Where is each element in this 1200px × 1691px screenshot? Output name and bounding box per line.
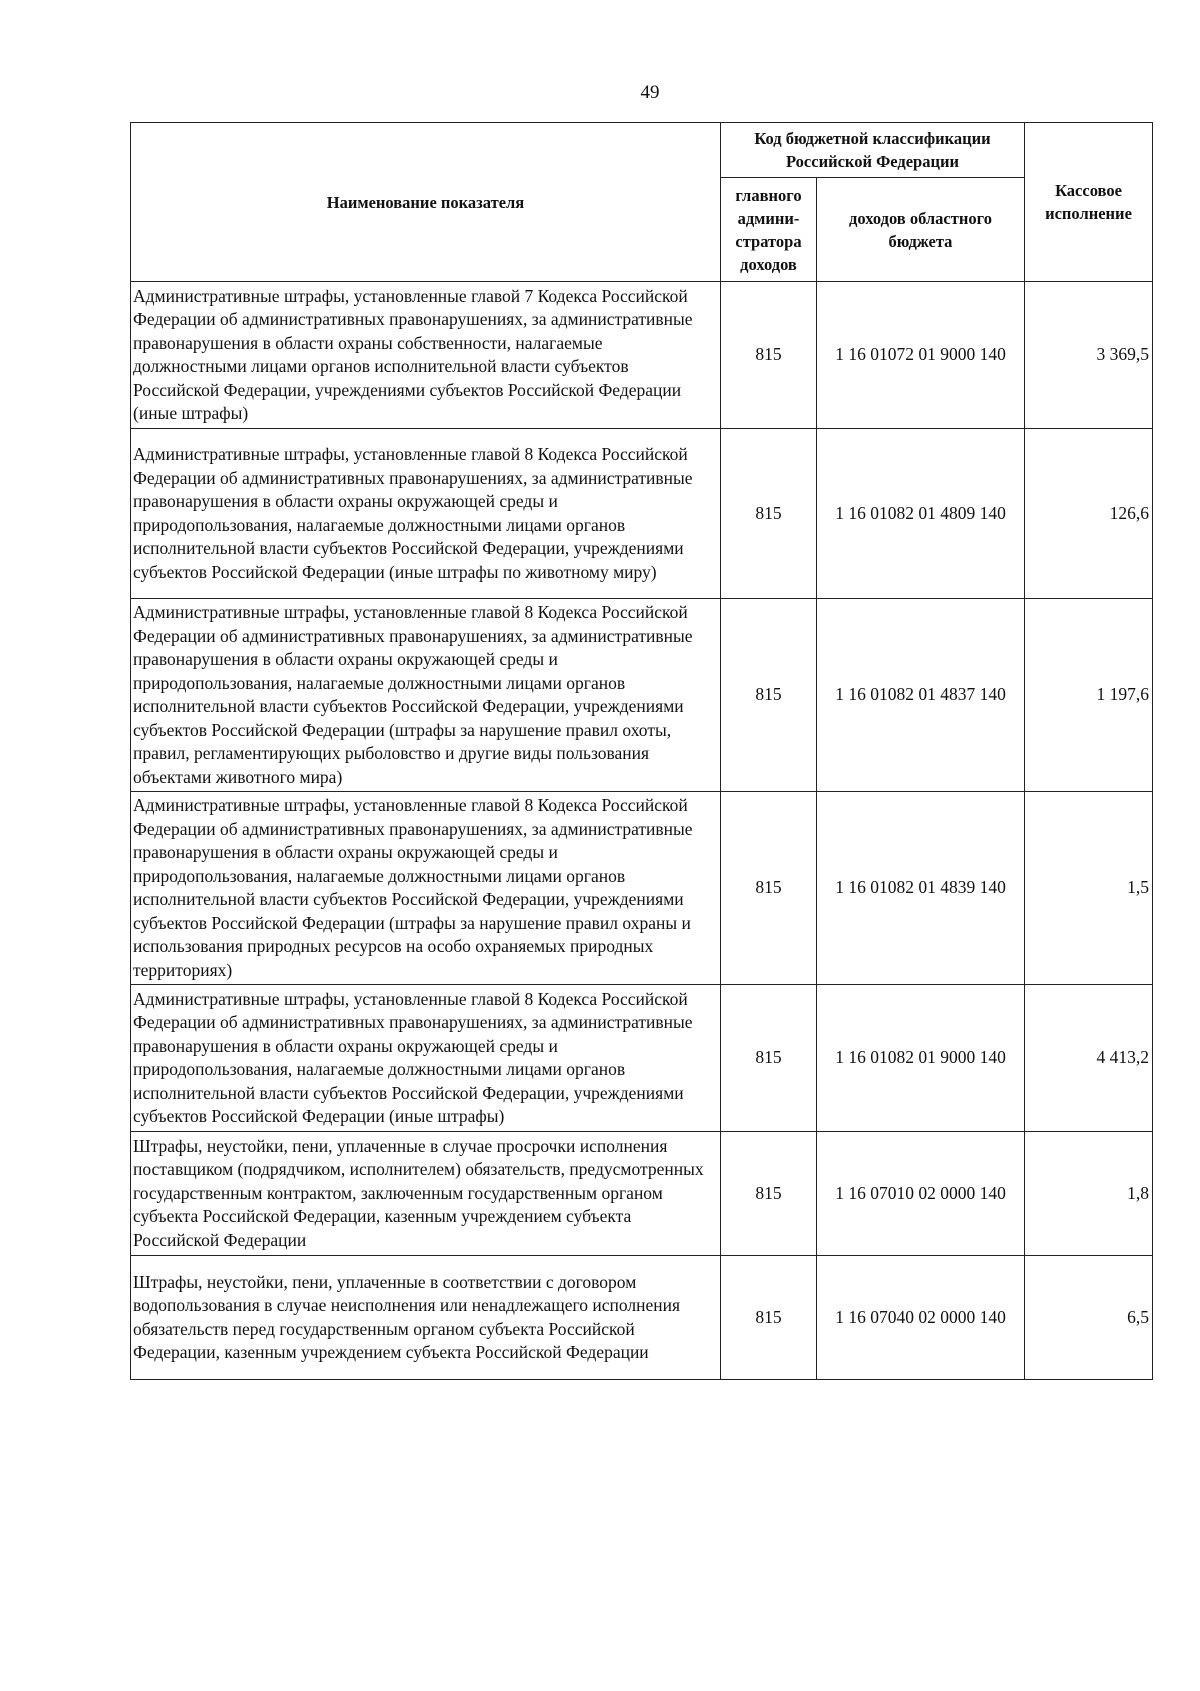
row-administrator-code: 815 (721, 1132, 817, 1256)
row-income-code: 1 16 01082 01 4837 140 (817, 599, 1025, 792)
row-amount: 4 413,2 (1025, 985, 1153, 1132)
row-amount: 6,5 (1025, 1256, 1153, 1380)
row-indicator-name: Штрафы, неустойки, пени, уплаченные в случае просрочки исполнения поставщиком (подрядчиком, исполнителем) обязательств, предусмотренных государственным контрактом, заключенным государственным органом субъекта Российской Федерации, казенным учреждением субъекта Российской Федерации (131, 1132, 721, 1256)
row-amount: 1,8 (1025, 1132, 1153, 1256)
row-indicator-name: Административные штрафы, установленные главой 8 Кодекса Российской Федерации об административных правонарушениях, за административные правонарушения в области охраны окружающей среды и природопользования, налагаемые должностными лицами органов исполнительной власти субъектов Российской Федерации, учреждениями субъектов Российской Федерации (штрафы за нарушение правил охраны и использования природных ресурсов на особо охраняемых природных территориях) (131, 792, 721, 985)
header-regional-budget-income: доходов областного бюджета (817, 178, 1025, 282)
table-row (131, 429, 1153, 599)
row-administrator-code: 815 (721, 1256, 817, 1380)
header-cash-execution: Кассовое исполнение (1025, 123, 1153, 282)
row-indicator-name: Административные штрафы, установленные главой 8 Кодекса Российской Федерации об административных правонарушениях, за административные правонарушения в области охраны окружающей среды и природопользования, налагаемые должностными лицами органов исполнительной власти субъектов Российской Федерации, учреждениями субъектов Российской Федерации (иные штрафы) (131, 985, 721, 1132)
row-amount: 1,5 (1025, 792, 1153, 985)
row-income-code: 1 16 01082 01 4839 140 (817, 792, 1025, 985)
budget-table (130, 122, 1153, 1380)
row-administrator-code: 815 (721, 429, 817, 599)
header-chief-administrator: главного админи-стратора доходов (721, 178, 817, 282)
table-row (131, 599, 1153, 792)
row-indicator-name: Штрафы, неустойки, пени, уплаченные в соответствии с договором водопользования в случае неисполнения или ненадлежащего исполнения обязательств перед государственным органом субъекта Российской Федерации, казенным учреждением субъекта Российской Федерации (131, 1256, 721, 1380)
row-administrator-code: 815 (721, 985, 817, 1132)
row-administrator-code: 815 (721, 792, 817, 985)
header-indicator-name: Наименование показателя (131, 123, 721, 282)
table-row (131, 1132, 1153, 1256)
row-income-code: 1 16 01082 01 4809 140 (817, 429, 1025, 599)
row-amount: 1 197,6 (1025, 599, 1153, 792)
row-amount: 3 369,5 (1025, 282, 1153, 429)
row-income-code: 1 16 01072 01 9000 140 (817, 282, 1025, 429)
row-amount: 126,6 (1025, 429, 1153, 599)
row-income-code: 1 16 07040 02 0000 140 (817, 1256, 1025, 1380)
row-income-code: 1 16 01082 01 9000 140 (817, 985, 1025, 1132)
header-budget-classification-code: Код бюджетной классификации Российской Федерации (721, 123, 1025, 178)
table-row (131, 1256, 1153, 1380)
row-indicator-name: Административные штрафы, установленные главой 8 Кодекса Российской Федерации об административных правонарушениях, за административные правонарушения в области охраны окружающей среды и природопользования, налагаемые должностными лицами органов исполнительной власти субъектов Российской Федерации, учреждениями субъектов Российской Федерации (штрафы за нарушение правил охоты, правил, регламентирующих рыболовство и другие виды пользования объектами животного мира) (131, 599, 721, 792)
row-income-code: 1 16 07010 02 0000 140 (817, 1132, 1025, 1256)
table-row (131, 282, 1153, 429)
row-indicator-name: Административные штрафы, установленные главой 7 Кодекса Российской Федерации об административных правонарушениях, за административные правонарушения в области охраны собственности, налагаемые должностными лицами органов исполнительной власти субъектов Российской Федерации, учреждениями субъектов Российской Федерации (иные штрафы) (131, 282, 721, 429)
row-administrator-code: 815 (721, 282, 817, 429)
page-number: 49 (640, 82, 660, 103)
table-row (131, 985, 1153, 1132)
table-row (131, 792, 1153, 985)
row-indicator-name: Административные штрафы, установленные главой 8 Кодекса Российской Федерации об административных правонарушениях, за административные правонарушения в области охраны окружающей среды и природопользования, налагаемые должностными лицами органов исполнительной власти субъектов Российской Федерации, учреждениями субъектов Российской Федерации (иные штрафы по животному миру) (131, 429, 721, 599)
row-administrator-code: 815 (721, 599, 817, 792)
